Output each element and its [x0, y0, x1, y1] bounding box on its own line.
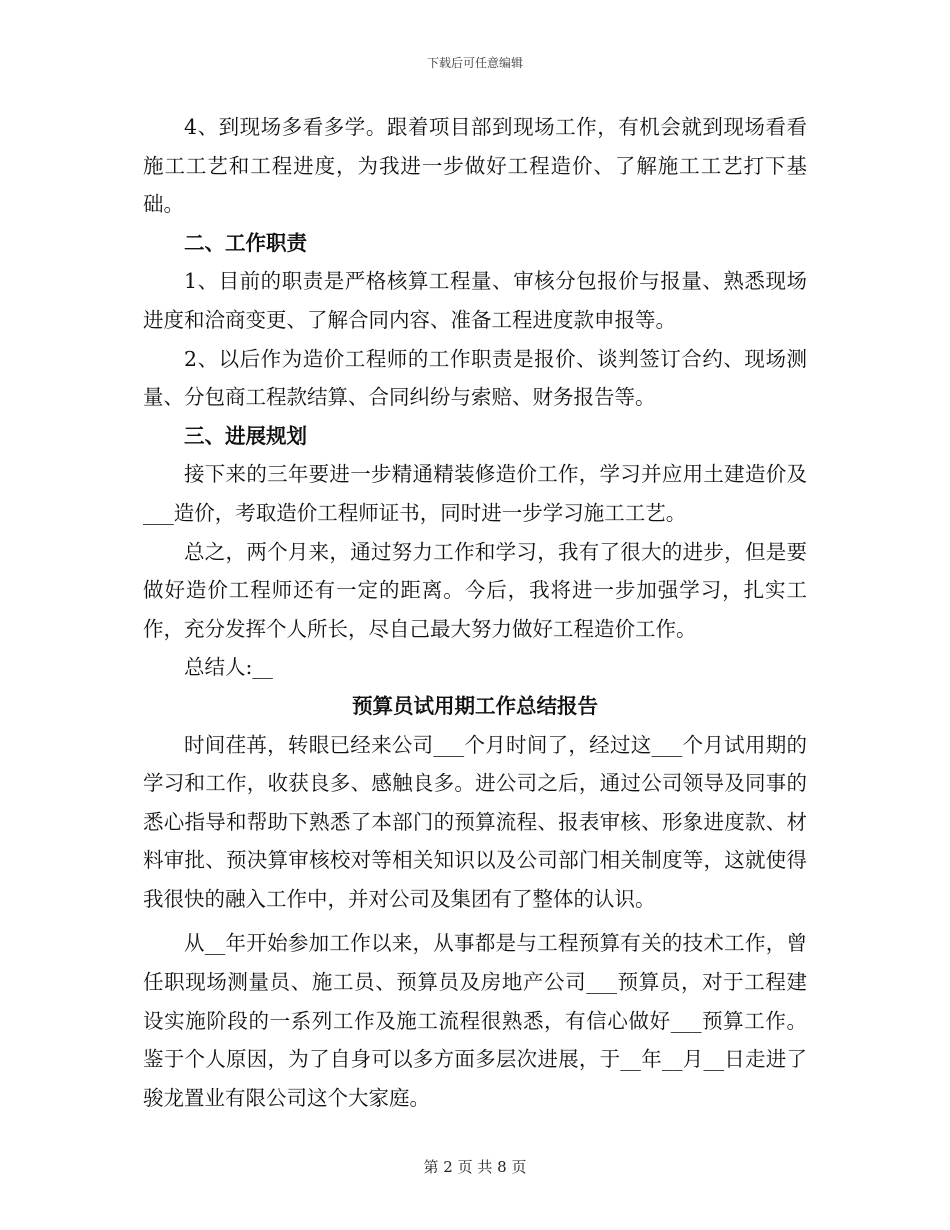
paragraph-trial-intro: 时间荏苒，转眼已经来公司___个月时间了，经过这___个月试用期的学习和工作，收获良多、感触良多。进公司之后，通过公司领导及同事的悉心指导和帮助下熟悉了本部门的预算流程、报表审核、形象进度款、材料审批、预决算审核校对等相关知识以及公司部门相关制度等，这就使得我很快的融入工作中，并对公司及集团有了整体的认识。	[143, 732, 807, 911]
paragraph-signature: 总结人:__	[184, 655, 273, 680]
document-body	[143, 108, 807, 1117]
paragraph-future-duties: 2、以后作为造价工程师的工作职责是报价、谈判签订合约、现场测量、分包商工程款结算、合同纠纷与索赔、财务报告等。	[143, 346, 807, 410]
paragraph-three-year-plan: 接下来的三年要进一步精通精装修造价工作，学习并应用土建造价及___造价，考取造价工程师证书，同时进一步学习施工工艺。	[143, 462, 807, 525]
section-heading-duties: 二、工作职责	[184, 230, 307, 255]
paragraph-conclusion: 总之，两个月来，通过努力工作和学习，我有了很大的进步，但是要做好造价工程师还有一定的距离。今后，我将进一步加强学习，扎实工作，充分发挥个人所长，尽自己最大努力做好工程造价工作。	[143, 539, 807, 641]
page-header-note: 下载后可任意编辑	[426, 56, 523, 70]
paragraph-site-learning: 4、到现场多看多学。跟着项目部到现场工作，有机会就到现场看看施工工艺和工程进度，为我进一步做好工程造价、了解施工工艺打下基础。	[143, 115, 807, 217]
report-title: 预算员试用期工作总结报告	[352, 693, 598, 718]
paragraph-current-duties: 1、目前的职责是严格核算工程量、审核分包报价与报量、熟悉现场进度和洽商变更、了解合同内容、准备工程进度款申报等。	[143, 269, 807, 332]
section-heading-plan: 三、进展规划	[184, 423, 307, 448]
paragraph-work-history: 从__年开始参加工作以来，从事都是与工程预算有关的技术工作，曾任职现场测量员、施工员、预算员及房地产公司___预算员，对于工程建设实施阶段的一系列工作及施工流程很熟悉，有信心做好___预算工作。鉴于个人原因，为了自身可以多方面多层次进展，于__年__月__日走进了骏龙置业有限公司这个大家庭。	[143, 931, 807, 1110]
page-number-footer: 第 2 页 共 8 页	[423, 1158, 527, 1176]
